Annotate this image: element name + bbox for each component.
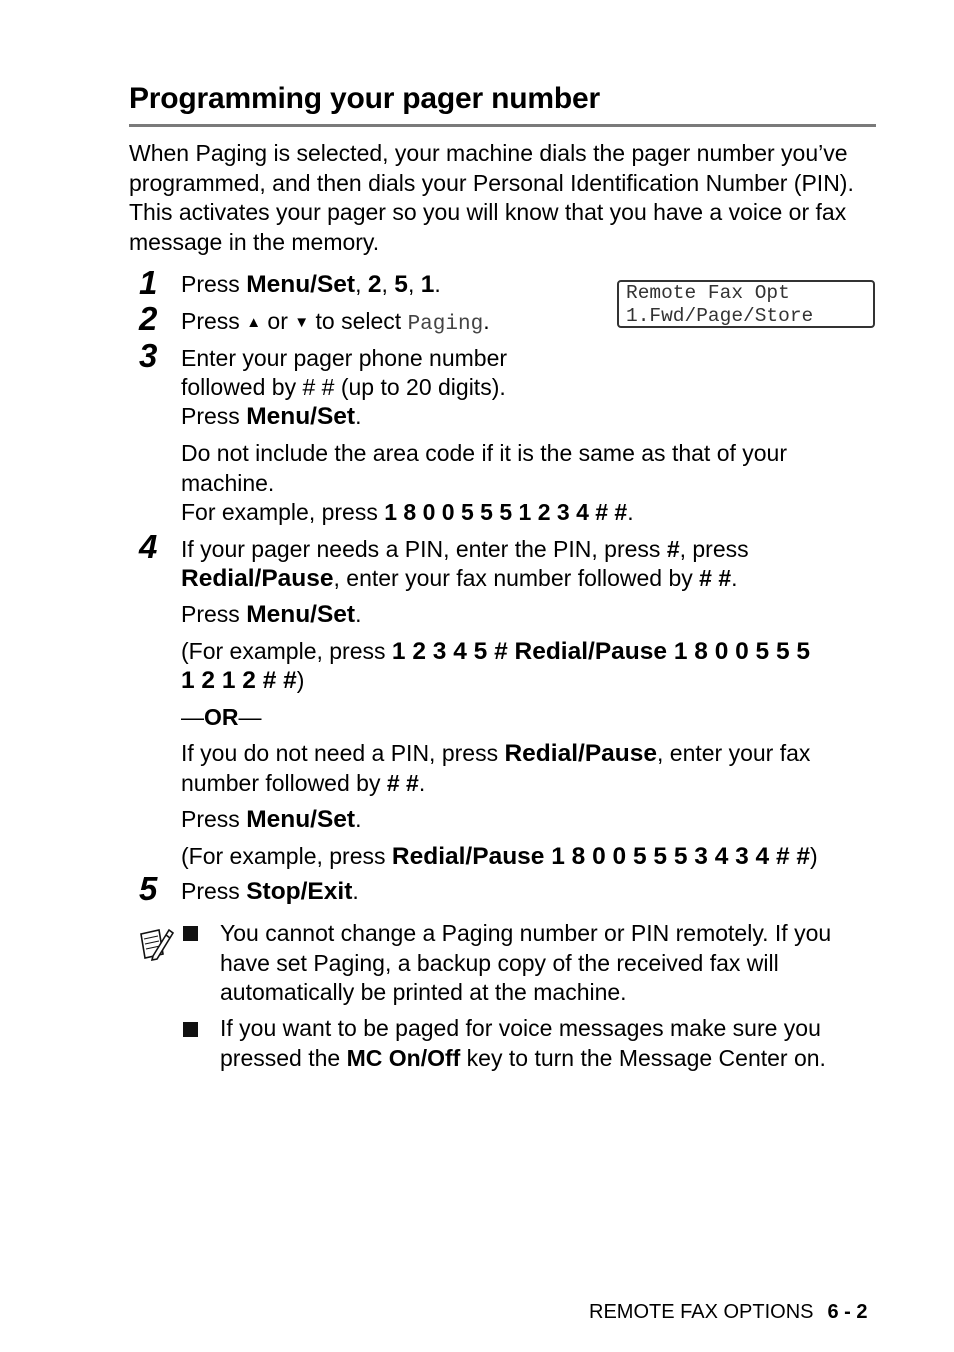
step-number-1: 1 (139, 264, 158, 301)
note-1: You cannot change a Paging number or PIN remotely. If you have set Paging, a backup copy of the received fax will automatically be printed at the machine. (220, 920, 832, 1006)
down-arrow-icon: ▼ (294, 314, 310, 331)
step-4-example-1: (For example, press 1 2 3 4 5 # Redial/Pause 1 8 0 0 5 5 5 (181, 638, 811, 665)
step-4-example-1-cont: 1 2 1 2 # #) (181, 667, 305, 694)
step-4-line-1: If your pager needs a PIN, enter the PIN, press #, press (181, 536, 749, 562)
step-3-note: Do not include the area code if it is the same as that of your machine. (181, 440, 788, 496)
page-number: 6 - 2 (827, 1301, 868, 1323)
step-4-press-1: Press Menu/Set. (181, 601, 362, 628)
footer-section: REMOTE FAX OPTIONS (589, 1301, 814, 1323)
step-4-example-2: (For example, press Redial/Pause 1 8 0 0 5 5 5 3 4 3 4 # #) (181, 843, 818, 870)
step-4-line-2: Redial/Pause, enter your fax number followed by # #. (181, 565, 738, 592)
page-footer (589, 1301, 868, 1324)
step-3-line-1: Enter your pager phone number (181, 345, 508, 371)
step-5-text: Press Stop/Exit. (181, 878, 359, 905)
or-separator: —OR— (181, 704, 262, 730)
step-1-text: Press Menu/Set, 2, 5, 1. (181, 271, 441, 298)
step-3-line-2: followed by # # (up to 20 digits). (181, 374, 506, 400)
step-4-alt-line-2: number followed by # #. (181, 770, 426, 796)
bullet-square (183, 1022, 198, 1037)
bullet-square (183, 926, 198, 941)
lcd-line-1: Remote Fax Opt (626, 282, 790, 304)
step-3-example: For example, press 1 8 0 0 5 5 5 1 2 3 4 # #. (181, 499, 634, 525)
lcd-display (617, 280, 875, 328)
step-4-press-2: Press Menu/Set. (181, 806, 362, 833)
step-number-2: 2 (139, 300, 158, 337)
step-number-4: 4 (139, 528, 158, 565)
title-rule (129, 124, 876, 127)
step-2-text: Press ▲ or ▼ to select Paging. (181, 308, 490, 336)
intro-paragraph: When Paging is selected, your machine dials the pager number you’ve programmed, and then dials your Personal Identification Number (PIN). This activates your pager so you will know that you have a voice or fax message in the memory. (129, 140, 854, 256)
lcd-line-2: 1.Fwd/Page/Store (626, 305, 814, 327)
up-arrow-icon: ▲ (246, 314, 262, 331)
page-title: Programming your pager number (129, 82, 600, 115)
note-pencil-icon (135, 922, 177, 964)
note-2: If you want to be paged for voice messages make sure you pressed the MC On/Off key to turn the Message Center on. (220, 1015, 826, 1071)
step-number-5: 5 (139, 870, 158, 907)
step-4-alt-line-1: If you do not need a PIN, press Redial/Pause, enter your fax (181, 740, 811, 767)
step-3-press: Press Menu/Set. (181, 403, 362, 430)
step-number-3: 3 (139, 337, 158, 374)
paging-option: Paging (407, 313, 484, 336)
